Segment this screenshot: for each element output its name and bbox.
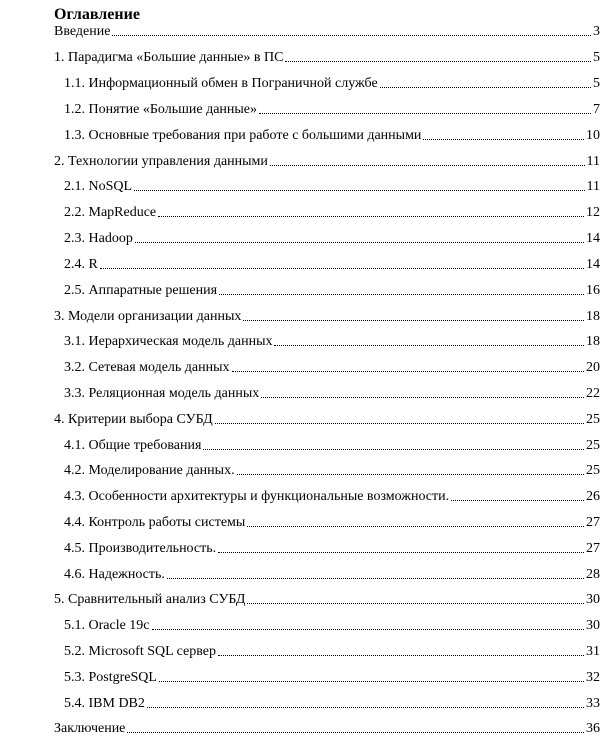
toc-entry-text: 3. Модели организации данных — [54, 309, 242, 324]
toc-entry-text: 2.5. Аппаратные решения — [64, 283, 218, 298]
toc-title: Оглавление — [54, 6, 140, 23]
toc-entry-text: 4.4. Контроль работы системы — [64, 515, 246, 530]
toc-entry-text: 3.2. Сетевая модель данных — [64, 360, 230, 375]
toc-entry-text: 5.2. Microsoft SQL сервер — [64, 644, 216, 659]
toc-entry — [64, 539, 600, 557]
dot-leader — [259, 113, 591, 114]
toc-entry-page: 14 — [586, 257, 600, 272]
toc-entry-page: 33 — [586, 696, 600, 711]
toc-entry — [54, 152, 600, 170]
dot-leader — [159, 681, 584, 682]
toc-entry-text: 2.3. Hadoop — [64, 231, 133, 246]
toc-entry-text: 3.3. Реляционная модель данных — [64, 386, 260, 401]
toc-entry-text: 1. Парадигма «Большие данные» в ПС — [54, 50, 284, 65]
toc-entry-text: 3.1. Иерархическая модель данных — [64, 334, 273, 349]
toc-entry — [64, 461, 600, 479]
toc-entry-page: 27 — [586, 515, 600, 530]
toc-entry-text: 1.3. Основные требования при работе с большими данными — [64, 128, 422, 143]
dot-leader — [285, 61, 591, 62]
dot-leader — [158, 216, 584, 217]
dot-leader — [134, 190, 584, 191]
toc-entry-page: 16 — [586, 283, 600, 298]
toc-entry — [54, 22, 600, 40]
toc-entry-page: 25 — [586, 412, 600, 427]
toc-entry-text: 4.2. Моделирование данных. — [64, 463, 235, 478]
toc-entry — [64, 668, 600, 686]
toc-entry — [64, 487, 600, 505]
toc-entry — [64, 229, 600, 247]
dot-leader — [237, 474, 584, 475]
toc-entry-page: 31 — [586, 644, 600, 659]
toc-entry-page: 30 — [586, 618, 600, 633]
toc-entry — [64, 565, 600, 583]
toc-entry-page: 7 — [593, 102, 600, 117]
toc-entry-text: 5.3. PostgreSQL — [64, 670, 157, 685]
toc-entry-text: 2.4. R — [64, 257, 98, 272]
dot-leader — [100, 268, 584, 269]
dot-leader — [218, 655, 584, 656]
dot-leader — [127, 732, 584, 733]
toc-entry — [54, 410, 600, 428]
toc-entry-page: 10 — [586, 128, 600, 143]
toc-entry — [64, 177, 600, 195]
toc-entry-text: 2.2. MapReduce — [64, 205, 157, 220]
toc-entry-page: 5 — [593, 76, 600, 91]
toc-entry-page: 5 — [593, 50, 600, 65]
toc-entry — [54, 307, 600, 325]
dot-leader — [380, 87, 591, 88]
toc-entry-page: 30 — [586, 592, 600, 607]
toc-entry-text: 1.1. Информационный обмен в Пограничной службе — [64, 76, 378, 91]
toc-entry-text: 4.3. Особенности архитектуры и функциональные возможности. — [64, 489, 450, 504]
dot-leader — [243, 320, 584, 321]
dot-leader — [274, 345, 584, 346]
toc-entry — [64, 642, 600, 660]
dot-leader — [167, 578, 584, 579]
toc-entry-text: 2.1. NoSQL — [64, 179, 133, 194]
toc-entry-text: 5. Сравнительный анализ СУБД — [54, 592, 246, 607]
toc-entry-page: 18 — [586, 334, 600, 349]
toc-entry-page: 14 — [586, 231, 600, 246]
toc-entry-page: 26 — [586, 489, 600, 504]
toc-entry-page: 22 — [586, 386, 600, 401]
toc-entry-text: 2. Технологии управления данными — [54, 154, 268, 169]
toc-entry — [64, 281, 600, 299]
toc-entry-text: 1.2. Понятие «Большие данные» — [64, 102, 258, 117]
toc-entry — [64, 513, 600, 531]
toc-entry — [64, 358, 600, 376]
toc-entry — [64, 384, 600, 402]
toc-entry-text: 4.1. Общие требования — [64, 438, 202, 453]
toc-entry-page: 28 — [586, 567, 600, 582]
dot-leader — [423, 139, 584, 140]
dot-leader — [112, 35, 591, 36]
toc-entry — [54, 48, 600, 66]
toc-entry — [64, 100, 600, 118]
toc-entry-page: 12 — [586, 205, 600, 220]
toc-entry — [64, 436, 600, 454]
toc-entry — [64, 694, 600, 712]
toc-entry-page: 25 — [586, 438, 600, 453]
toc-entry-page: 32 — [586, 670, 600, 685]
dot-leader — [247, 603, 584, 604]
toc-entry-text: 4.6. Надежность. — [64, 567, 165, 582]
dot-leader — [247, 526, 584, 527]
toc-entry-text: 4. Критерии выбора СУБД — [54, 412, 213, 427]
dot-leader — [232, 371, 584, 372]
toc-entry-page: 11 — [586, 154, 600, 169]
dot-leader — [270, 165, 585, 166]
toc-entry — [64, 74, 600, 92]
toc-entry-page: 20 — [586, 360, 600, 375]
toc-entry-page: 25 — [586, 463, 600, 478]
toc-entry-page: 11 — [586, 179, 600, 194]
dot-leader — [219, 294, 584, 295]
toc-entry — [64, 332, 600, 350]
toc-entry-text: Заключение — [54, 721, 126, 736]
dot-leader — [203, 449, 584, 450]
toc-entry-text: 4.5. Производительность. — [64, 541, 217, 556]
toc-entry — [54, 590, 600, 608]
dot-leader — [152, 629, 584, 630]
toc-entry — [64, 126, 600, 144]
dot-leader — [135, 242, 584, 243]
dot-leader — [147, 707, 584, 708]
dot-leader — [215, 423, 584, 424]
toc-entry-page: 18 — [586, 309, 600, 324]
toc-entry-text: Введение — [54, 24, 111, 39]
toc-entry-text: 5.4. IBM DB2 — [64, 696, 145, 711]
dot-leader — [261, 397, 584, 398]
toc-entry-page: 3 — [593, 24, 600, 39]
toc-entry — [64, 203, 600, 221]
toc-entry-page: 27 — [586, 541, 600, 556]
dot-leader — [218, 552, 584, 553]
toc-entry-text: 5.1. Oracle 19c — [64, 618, 150, 633]
toc-entry — [64, 616, 600, 634]
toc-entry-page: 36 — [586, 721, 600, 736]
dot-leader — [451, 500, 584, 501]
toc-entry — [54, 719, 600, 737]
toc-entry — [64, 255, 600, 273]
